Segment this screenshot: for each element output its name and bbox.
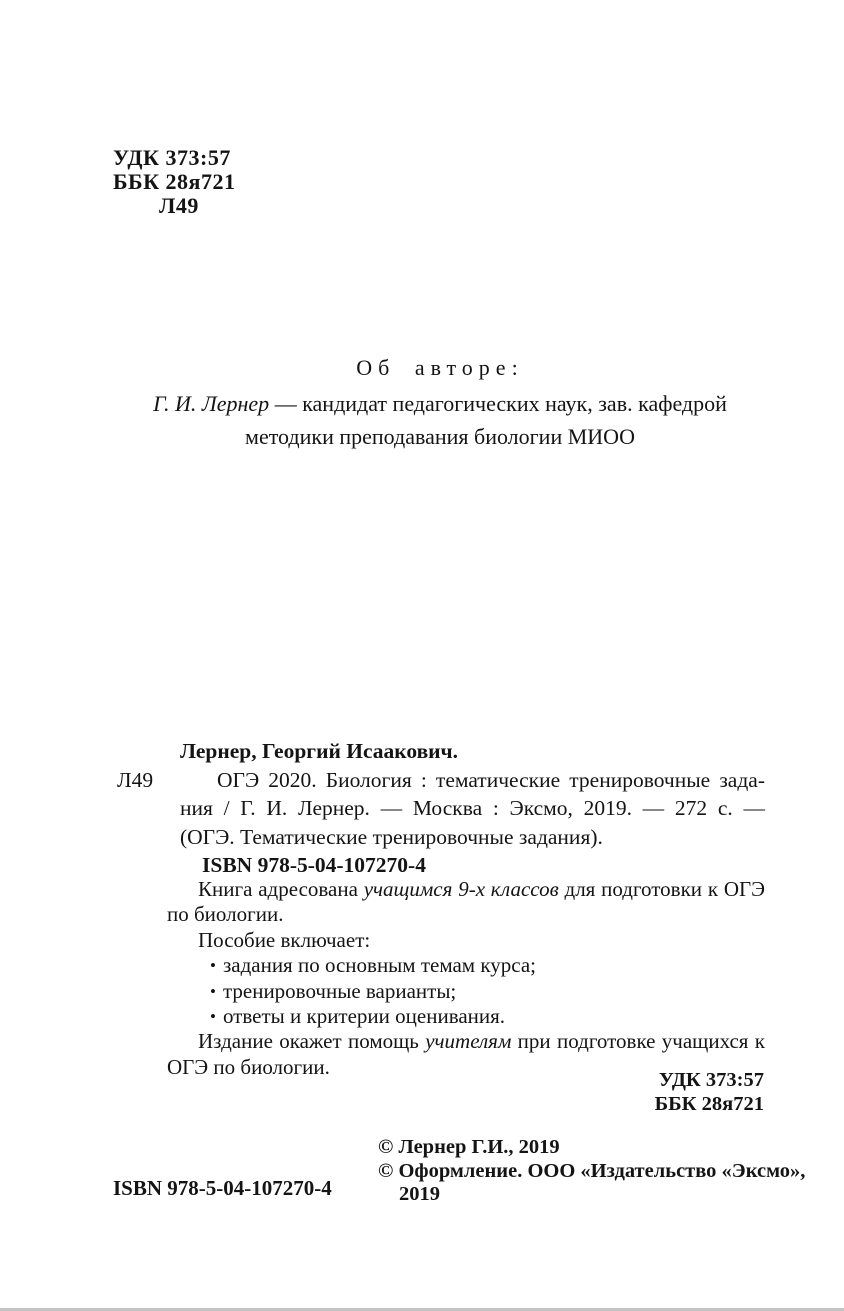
bullet-2-text: тренировочные варианты;	[222, 978, 457, 1003]
bullet-dot-icon: •	[210, 981, 216, 1001]
about-author-heading: Об авторе:	[356, 355, 524, 380]
annotation-p3-line1	[198, 1029, 765, 1054]
card-title-line3: (ОГЭ. Тематические тренировочные задания).	[180, 824, 603, 849]
annotation-p1-end: для подготовки к ОГЭ	[558, 877, 765, 901]
annotation-p1-italic: учащимся 9-х классов	[363, 877, 559, 901]
isbn-bottom: ISBN 978-5-04-107270-4	[113, 1176, 332, 1200]
isbn-card: ISBN 978-5-04-107270-4	[202, 853, 426, 877]
annotation-bullet-3	[210, 1004, 765, 1029]
bibliographic-card	[115, 737, 765, 880]
card-title-line1: ОГЭ 2020. Биология : тематические тренировочные зада-	[217, 767, 765, 792]
udk-code-bottom: УДК 373:57	[658, 1069, 764, 1091]
bullet-3-text: ответы и критерии оценивания.	[222, 1004, 506, 1029]
about-author-line1	[115, 387, 765, 420]
annotation-p3-end: при подготовке учащихся к	[511, 1029, 765, 1054]
about-author-line2: методики преподавания биологии МИОО	[245, 424, 635, 449]
copyright-author: © Лернер Г.И., 2019	[378, 1136, 560, 1158]
author-sign-code-top: Л49	[159, 193, 199, 218]
annotation-bullet-2	[210, 979, 765, 1004]
bbk-code-bottom: ББК 28я721	[654, 1093, 764, 1115]
bbk-code-top: ББК 28я721	[113, 169, 236, 194]
author-credentials: — кандидат педагогических наук, зав. кафедрой	[269, 391, 727, 416]
annotation-p1-line2: по биологии.	[167, 902, 284, 927]
card-author-heading: Лернер, Георгий Исаакович.	[180, 739, 459, 763]
bullet-dot-icon: •	[210, 1007, 216, 1027]
udk-code-top: УДК 373:57	[113, 145, 231, 170]
annotation-p3-start: Издание окажет помощь	[198, 1029, 426, 1054]
annotation-p1-start: Книга адресована	[198, 877, 364, 901]
card-title-line2: ния / Г. И. Лернер. — Москва : Эксмо, 2019. — 272 с. —	[180, 796, 765, 820]
annotation-p2: Пособие включает:	[198, 927, 371, 952]
annotation-p3-line2: ОГЭ по биологии.	[167, 1054, 330, 1079]
about-author-section	[115, 352, 765, 453]
annotation-bullet-1	[210, 953, 765, 978]
copyright-year-wrap: 2019	[399, 1183, 440, 1205]
classification-codes-bottom	[655, 1068, 764, 1116]
copyright-publisher: © Оформление. ООО «Издательство «Эксмо»,	[378, 1159, 806, 1182]
copyright-block	[378, 1136, 808, 1207]
author-name-italic: Г. И. Лернер	[153, 391, 270, 416]
author-sign-code-margin: Л49	[117, 768, 154, 792]
annotation	[167, 877, 765, 1080]
annotation-p3-italic: учителям	[425, 1029, 512, 1054]
bullet-1-text: задания по основным темам курса;	[222, 953, 536, 978]
bullet-dot-icon: •	[210, 956, 216, 976]
annotation-p1-line1	[198, 877, 765, 902]
classification-codes-top	[113, 146, 235, 218]
